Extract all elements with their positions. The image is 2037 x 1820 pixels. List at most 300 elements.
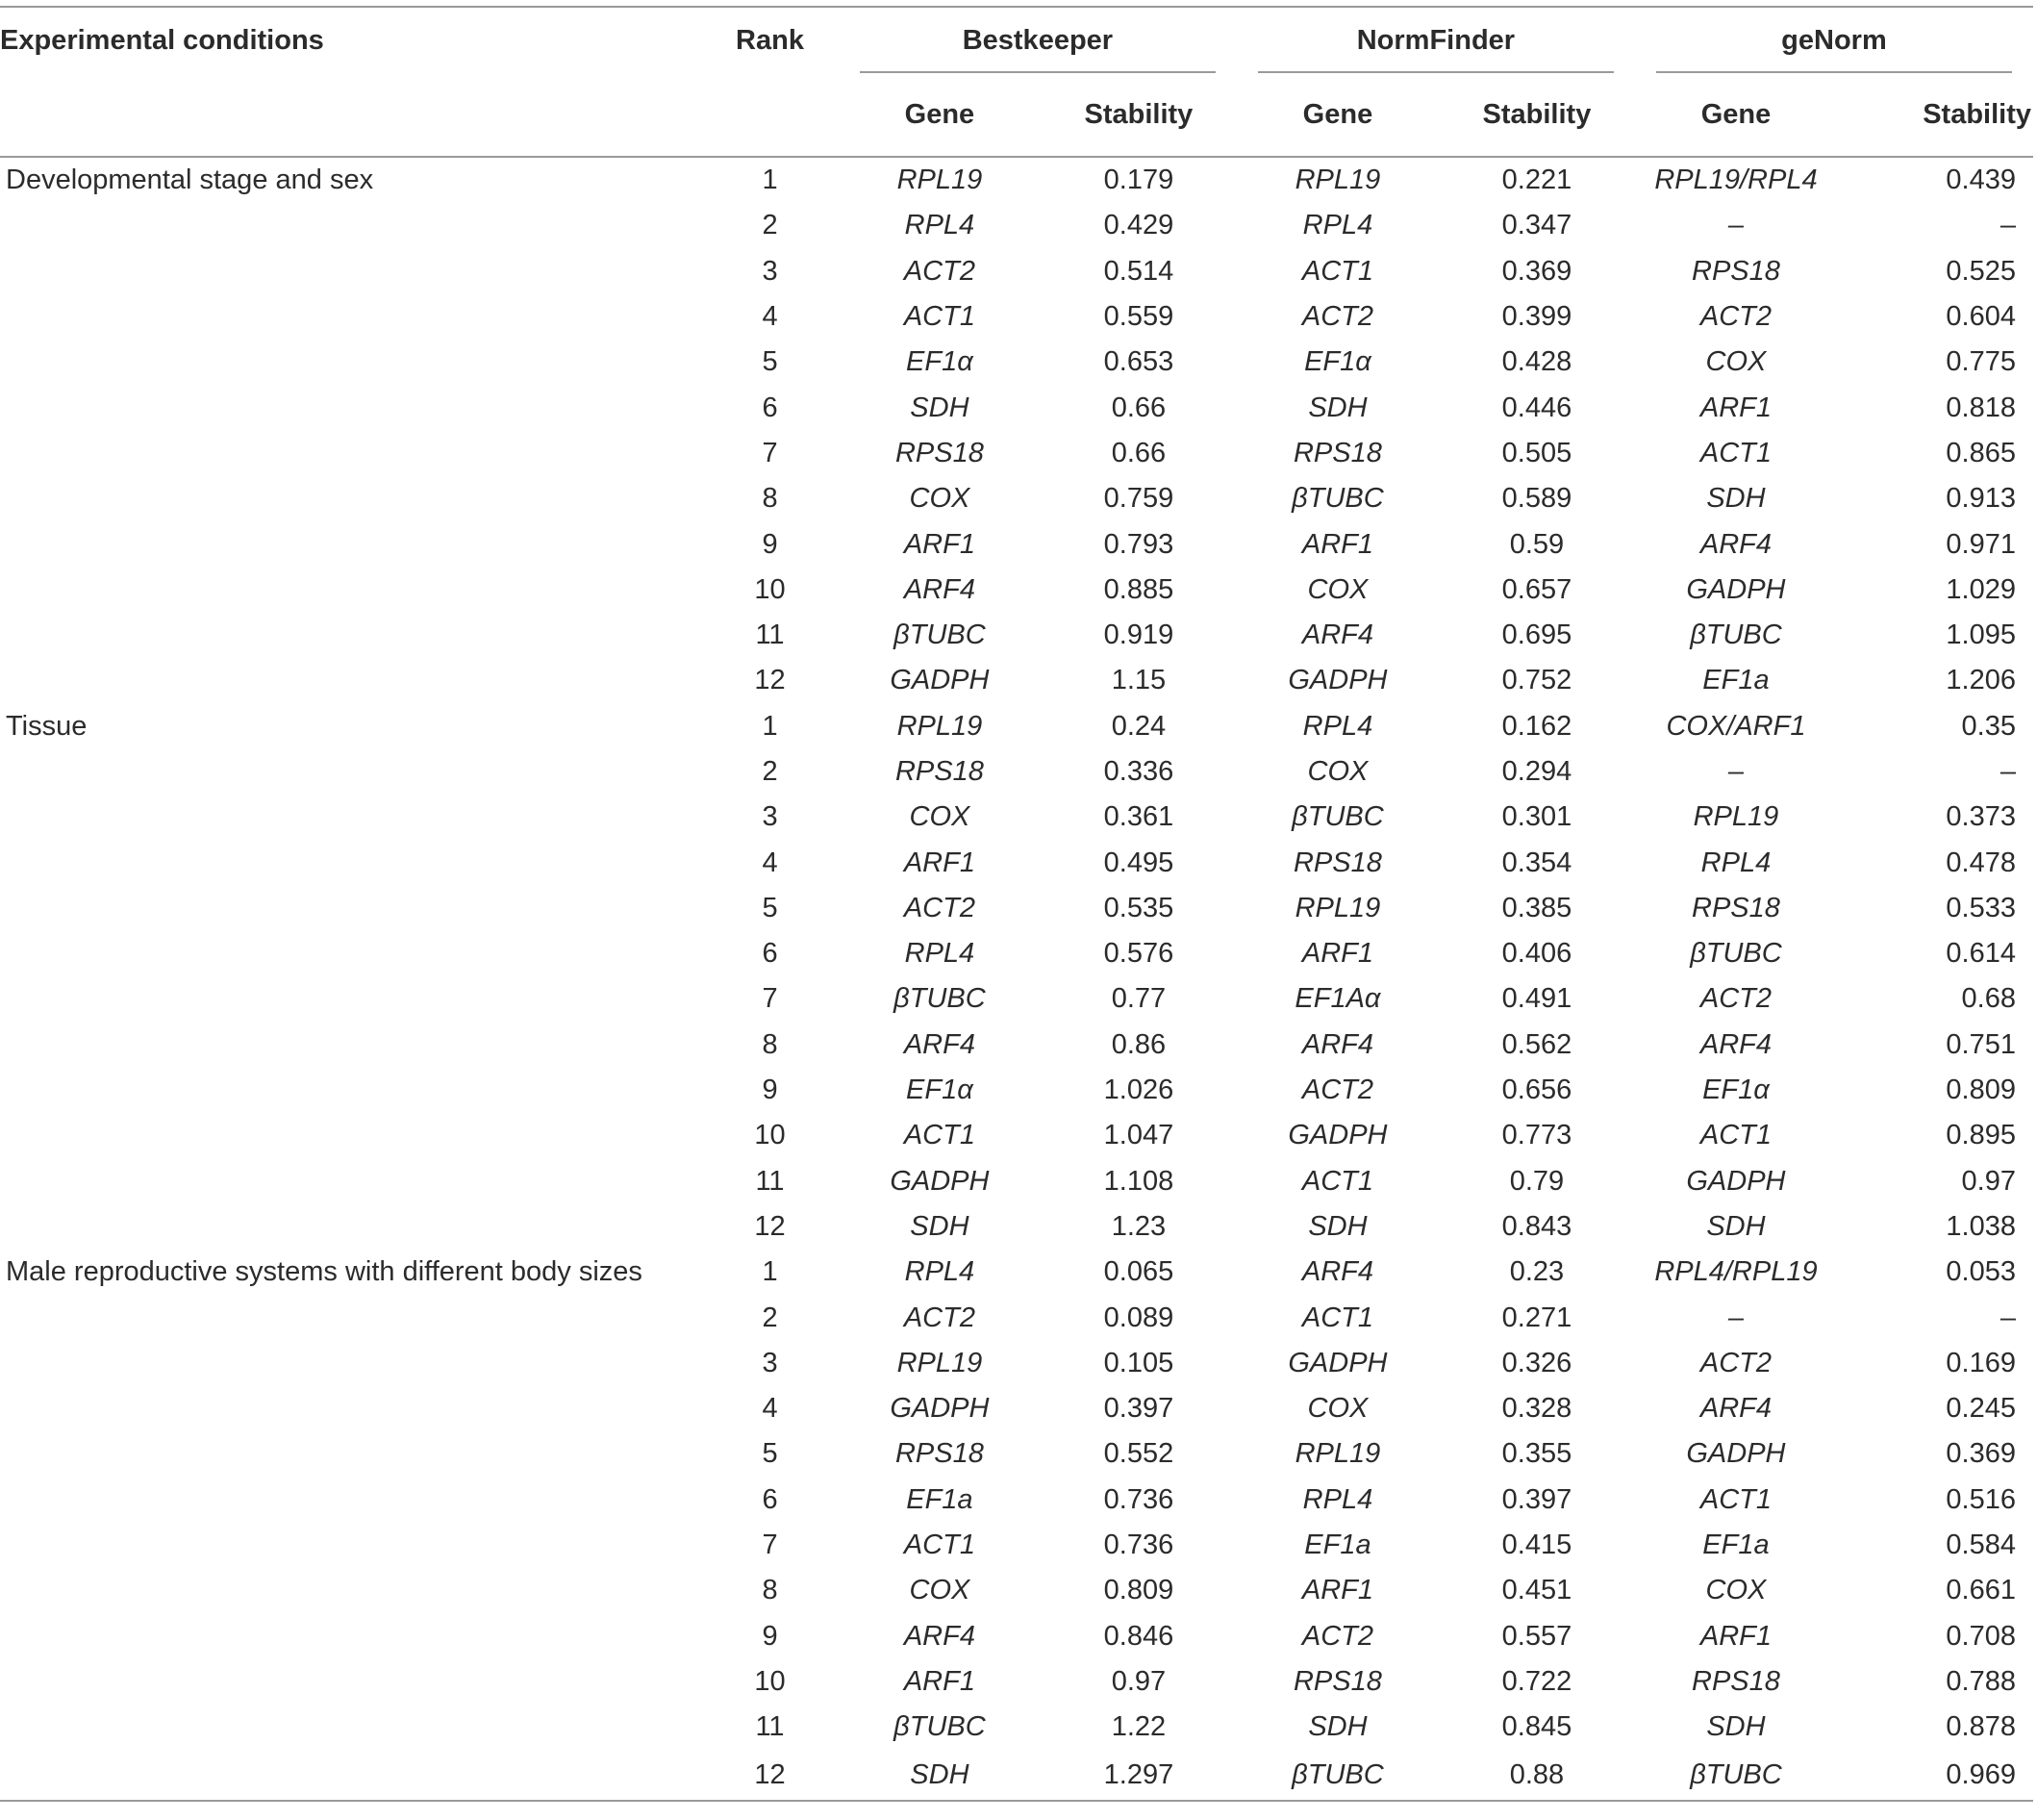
normfinder-stability-cell: 0.271 — [1501, 1302, 1572, 1333]
bestkeeper-stability-cell: 1.23 — [1111, 1210, 1167, 1242]
normfinder-stability-cell: 0.406 — [1501, 938, 1572, 970]
rank-cell: 10 — [754, 1120, 786, 1151]
bestkeeper-stability-header: Stability — [1041, 73, 1237, 157]
genorm-gene-header: Gene — [1635, 73, 1837, 157]
condition-empty-cell — [0, 568, 701, 613]
normfinder-gene-cell: βTUBC — [1292, 483, 1384, 515]
normfinder-gene-cell: EF1Aα — [1295, 983, 1381, 1015]
bestkeeper-underline — [860, 71, 1216, 73]
bestkeeper-gene-cell: RPS18 — [894, 437, 984, 468]
normfinder-stability-cell: 0.722 — [1501, 1665, 1572, 1697]
genorm-stability-cell: 0.604 — [1946, 301, 2016, 333]
condition-label: Developmental stage and sex — [6, 164, 374, 196]
condition-empty-cell — [0, 340, 701, 385]
bestkeeper-gene-cell: COX — [909, 1575, 970, 1606]
condition-empty-cell — [0, 976, 701, 1022]
condition-empty-cell — [0, 749, 701, 795]
rank-cell: 8 — [762, 1575, 778, 1606]
bestkeeper-gene-cell: ACT2 — [903, 892, 975, 923]
normfinder-gene-cell: ACT2 — [1301, 301, 1373, 333]
table-row — [0, 385, 2033, 430]
normfinder-stability-cell: 0.657 — [1501, 573, 1572, 605]
normfinder-gene-cell: SDH — [1308, 1210, 1368, 1242]
bestkeeper-gene-cell: ACT1 — [903, 1529, 975, 1561]
normfinder-gene-cell: RPS18 — [1293, 1665, 1382, 1697]
normfinder-stability-cell: 0.369 — [1501, 255, 1572, 287]
bestkeeper-gene-cell: EF1a — [906, 1483, 973, 1515]
normfinder-gene-cell: RPL4 — [1302, 1483, 1373, 1515]
condition-label: Male reproductive systems with different body sizes — [6, 1256, 642, 1288]
bestkeeper-gene-cell: EF1α — [906, 1074, 973, 1106]
normfinder-gene-cell: ACT1 — [1301, 255, 1373, 287]
bestkeeper-gene-cell: COX — [909, 483, 970, 515]
genorm-gene-cell: GADPH — [1686, 1438, 1786, 1470]
genorm-stability-header: Stability — [1837, 73, 2033, 157]
rank-cell: 8 — [762, 1028, 778, 1060]
table-row — [0, 521, 2033, 567]
genorm-stability-cell: 1.038 — [1946, 1210, 2016, 1242]
bestkeeper-gene-cell: RPS18 — [894, 1438, 984, 1470]
normfinder-stability-cell: 0.88 — [1439, 1750, 1635, 1801]
bestkeeper-stability-cell: 0.66 — [1111, 437, 1167, 468]
rank-cell: 3 — [762, 1347, 778, 1378]
normfinder-stability-cell: 0.446 — [1501, 392, 1572, 423]
normfinder-stability-cell: 0.347 — [1501, 210, 1572, 241]
genorm-underline — [1656, 71, 2012, 73]
bestkeeper-gene-cell: ARF1 — [903, 528, 975, 560]
normfinder-gene-cell: ARF4 — [1301, 619, 1373, 651]
genorm-stability-cell: – — [1999, 756, 2016, 787]
table-row — [0, 613, 2033, 658]
normfinder-gene-cell: RPS18 — [1293, 847, 1382, 878]
bestkeeper-stability-cell: 1.15 — [1111, 665, 1167, 696]
condition-empty-cell — [0, 1113, 701, 1158]
genorm-gene-cell: – — [1727, 756, 1745, 787]
table-row — [0, 795, 2033, 840]
normfinder-gene-cell: RPL4 — [1302, 210, 1373, 241]
table-row — [0, 840, 2033, 885]
genorm-gene-cell: ACT1 — [1699, 1120, 1773, 1151]
table-row — [0, 749, 2033, 795]
genorm-gene-cell: ACT1 — [1699, 437, 1773, 468]
table-row — [0, 1568, 2033, 1613]
bestkeeper-stability-cell: 0.552 — [1103, 1438, 1174, 1470]
rank-cell: 9 — [762, 1620, 778, 1652]
bestkeeper-gene-cell: βTUBC — [893, 1711, 986, 1743]
bestkeeper-gene-cell: RPS18 — [894, 756, 984, 787]
bestkeeper-stability-cell: 0.97 — [1111, 1665, 1167, 1697]
genorm-stability-cell: 0.533 — [1946, 892, 2016, 923]
genorm-gene-cell: COX — [1705, 346, 1767, 378]
genorm-gene-cell: ARF1 — [1699, 1620, 1773, 1652]
normfinder-gene-cell: βTUBC — [1237, 1750, 1439, 1801]
rank-cell: 11 — [755, 1711, 785, 1743]
normfinder-header — [1237, 7, 1635, 73]
normfinder-gene-cell: RPL19 — [1295, 164, 1381, 196]
condition-empty-cell — [0, 476, 701, 521]
normfinder-gene-cell: ARF1 — [1301, 1575, 1373, 1606]
normfinder-stability-cell: 0.656 — [1501, 1074, 1572, 1106]
genorm-stability-cell: 0.478 — [1946, 847, 2016, 878]
genorm-stability-cell: 0.97 — [1961, 1165, 2016, 1197]
genorm-stability-cell: 0.865 — [1946, 437, 2016, 468]
table-row — [0, 1023, 2033, 1068]
bestkeeper-stability-cell: 0.77 — [1111, 983, 1167, 1015]
bestkeeper-gene-cell: EF1α — [906, 346, 973, 378]
bestkeeper-gene-cell: ARF4 — [903, 1028, 975, 1060]
table-row — [0, 203, 2033, 248]
bestkeeper-gene-cell: βTUBC — [893, 619, 986, 651]
condition-empty-cell — [0, 1523, 701, 1568]
bestkeeper-gene-cell: RPL4 — [904, 1256, 975, 1288]
rank-cell: 8 — [762, 483, 778, 515]
table-row — [0, 1750, 2033, 1801]
genorm-stability-cell: 0.895 — [1946, 1120, 2016, 1151]
genorm-gene-cell: EF1a — [1702, 665, 1770, 696]
table-row — [0, 431, 2033, 476]
normfinder-stability-cell: 0.354 — [1501, 847, 1572, 878]
normfinder-gene-cell: COX — [1307, 573, 1369, 605]
genorm-stability-cell: 0.614 — [1946, 938, 2016, 970]
genorm-gene-cell: EF1α — [1702, 1074, 1770, 1106]
rank-cell: 7 — [762, 437, 778, 468]
rank-cell: 7 — [762, 983, 778, 1015]
table-body — [0, 157, 2033, 1801]
condition-empty-cell — [0, 1431, 701, 1477]
rank-cell: 6 — [762, 392, 778, 423]
genorm-stability-cell: 0.584 — [1946, 1529, 2016, 1561]
bestkeeper-gene-cell: GADPH — [890, 1393, 990, 1425]
table-row — [0, 1478, 2033, 1523]
bestkeeper-stability-cell: 0.361 — [1103, 801, 1174, 833]
genorm-gene-cell: SDH — [1706, 1711, 1766, 1743]
rank-cell: 10 — [754, 1665, 786, 1697]
rank-cell: 5 — [762, 1438, 778, 1470]
table-row — [0, 249, 2033, 294]
genorm-stability-cell: 1.206 — [1946, 665, 2016, 696]
table-row — [0, 1386, 2033, 1431]
condition-empty-cell — [0, 1386, 701, 1431]
normfinder-gene-cell: RPS18 — [1293, 437, 1382, 468]
rank-cell: 2 — [762, 756, 778, 787]
rank-cell: 9 — [762, 528, 778, 560]
genorm-gene-cell: – — [1727, 210, 1745, 241]
normfinder-gene-cell: ARF4 — [1301, 1028, 1373, 1060]
normfinder-stability-cell: 0.301 — [1501, 801, 1572, 833]
genorm-gene-cell: ACT2 — [1699, 983, 1773, 1015]
genorm-stability-cell: 0.661 — [1946, 1575, 2016, 1606]
table-row — [0, 157, 2033, 203]
rank-cell: 5 — [762, 892, 778, 923]
table-row — [0, 294, 2033, 340]
bestkeeper-stability-cell: 0.514 — [1103, 255, 1174, 287]
normfinder-stability-cell: 0.505 — [1501, 437, 1572, 468]
rank-cell: 3 — [762, 801, 778, 833]
bestkeeper-stability-cell: 0.809 — [1103, 1575, 1174, 1606]
condition-empty-cell — [0, 294, 701, 340]
bestkeeper-stability-cell: 0.535 — [1103, 892, 1174, 923]
condition-empty-cell — [0, 1159, 701, 1204]
bestkeeper-gene-cell: βTUBC — [893, 983, 986, 1015]
table-row — [0, 1159, 2033, 1204]
bestkeeper-stability-cell: 0.397 — [1103, 1393, 1174, 1425]
condition-empty-cell — [0, 385, 701, 430]
bestkeeper-stability-cell: 0.065 — [1103, 1256, 1174, 1288]
bestkeeper-gene-cell: ACT1 — [903, 301, 975, 333]
bestkeeper-gene-cell: ARF4 — [903, 573, 975, 605]
normfinder-stability-cell: 0.23 — [1509, 1256, 1565, 1288]
table-row — [0, 1204, 2033, 1250]
genorm-stability-cell: 0.913 — [1946, 483, 2016, 515]
table-row — [0, 1341, 2033, 1386]
normfinder-gene-cell: ACT1 — [1301, 1165, 1373, 1197]
bestkeeper-stability-cell: 0.336 — [1103, 756, 1174, 787]
bestkeeper-stability-cell: 1.108 — [1103, 1165, 1174, 1197]
table-row — [0, 476, 2033, 521]
bestkeeper-stability-cell: 0.66 — [1111, 392, 1167, 423]
bestkeeper-stability-cell: 0.495 — [1103, 847, 1174, 878]
bestkeeper-stability-cell: 0.653 — [1103, 346, 1174, 378]
genorm-stability-cell: 0.751 — [1946, 1028, 2016, 1060]
normfinder-stability-cell: 0.355 — [1501, 1438, 1572, 1470]
conditions-header: Experimental conditions — [0, 7, 701, 157]
genorm-stability-cell: 0.439 — [1946, 164, 2016, 196]
bestkeeper-gene-cell: ARF1 — [903, 847, 975, 878]
bestkeeper-gene-cell: RPL19 — [896, 710, 983, 742]
bestkeeper-gene-cell: ACT1 — [903, 1120, 975, 1151]
genorm-stability-cell: 0.878 — [1946, 1711, 2016, 1743]
bestkeeper-stability-cell: 0.736 — [1103, 1529, 1174, 1561]
table-row — [0, 1250, 2033, 1295]
normfinder-stability-cell: 0.562 — [1501, 1028, 1572, 1060]
normfinder-gene-cell: GADPH — [1288, 1120, 1388, 1151]
genorm-stability-cell: 0.369 — [1946, 1438, 2016, 1470]
normfinder-stability-cell: 0.752 — [1501, 665, 1572, 696]
genorm-gene-cell: RPS18 — [1692, 1665, 1780, 1697]
bestkeeper-gene-cell: ARF1 — [903, 1665, 975, 1697]
table-row — [0, 1113, 2033, 1158]
table-row — [0, 886, 2033, 931]
genorm-gene-cell: COX/ARF1 — [1666, 710, 1806, 742]
genorm-gene-cell: βTUBC — [1690, 619, 1782, 651]
genorm-gene-cell: SDH — [1706, 483, 1766, 515]
bestkeeper-stability-cell: 1.026 — [1103, 1074, 1174, 1106]
genorm-stability-cell: – — [1999, 210, 2016, 241]
rank-cell: 4 — [762, 301, 778, 333]
genorm-gene-cell: ARF4 — [1699, 1028, 1773, 1060]
table-row — [0, 704, 2033, 749]
table-row — [0, 931, 2033, 976]
genorm-gene-cell: ACT2 — [1699, 301, 1773, 333]
bestkeeper-gene-cell: GADPH — [890, 1165, 990, 1197]
table-row — [0, 340, 2033, 385]
rank-cell: 11 — [755, 1165, 785, 1197]
genorm-gene-cell: GADPH — [1686, 573, 1786, 605]
condition-empty-cell — [0, 1568, 701, 1613]
rank-header: Rank — [701, 7, 839, 157]
normfinder-stability-cell: 0.773 — [1501, 1120, 1572, 1151]
genorm-stability-cell: 0.818 — [1946, 392, 2016, 423]
rank-cell: 5 — [762, 346, 778, 378]
normfinder-underline — [1258, 71, 1614, 73]
genorm-gene-cell: – — [1727, 1302, 1745, 1333]
rank-cell: 9 — [762, 1074, 778, 1106]
condition-empty-cell — [0, 431, 701, 476]
condition-empty-cell — [0, 613, 701, 658]
genorm-stability-cell: – — [1999, 1302, 2016, 1333]
bestkeeper-stability-cell: 1.22 — [1111, 1711, 1167, 1743]
genorm-stability-cell: 0.373 — [1946, 801, 2016, 833]
genorm-stability-cell: 0.775 — [1946, 346, 2016, 378]
genorm-stability-cell: 1.095 — [1946, 619, 2016, 651]
table-row — [0, 1523, 2033, 1568]
normfinder-stability-cell: 0.589 — [1501, 483, 1572, 515]
normfinder-stability-cell: 0.294 — [1501, 756, 1572, 787]
rank-cell: 3 — [762, 255, 778, 287]
condition-empty-cell — [0, 931, 701, 976]
condition-empty-cell — [0, 1204, 701, 1250]
rank-cell: 1 — [762, 710, 778, 742]
bestkeeper-gene-cell: RPL4 — [904, 938, 975, 970]
genorm-gene-cell: RPL4/RPL19 — [1654, 1256, 1818, 1288]
rank-cell: 2 — [762, 1302, 778, 1333]
condition-empty-cell — [0, 1023, 701, 1068]
genorm-stability-cell: 0.969 — [1837, 1750, 2033, 1801]
genorm-stability-cell: 0.809 — [1946, 1074, 2016, 1106]
bestkeeper-stability-cell: 1.297 — [1041, 1750, 1237, 1801]
condition-empty-cell — [0, 1478, 701, 1523]
genorm-gene-cell: ARF4 — [1699, 1393, 1773, 1425]
normfinder-stability-cell: 0.843 — [1501, 1210, 1572, 1242]
normfinder-stability-cell: 0.491 — [1501, 983, 1572, 1015]
normfinder-gene-cell: RPL4 — [1302, 710, 1373, 742]
normfinder-gene-cell: SDH — [1308, 392, 1368, 423]
condition-empty-cell — [0, 1341, 701, 1386]
genorm-gene-cell: RPS18 — [1692, 255, 1780, 287]
bestkeeper-header — [839, 7, 1237, 73]
condition-empty-cell — [0, 521, 701, 567]
genorm-gene-cell: GADPH — [1686, 1165, 1786, 1197]
normfinder-stability-cell: 0.326 — [1501, 1347, 1572, 1378]
genorm-title: geNorm — [1781, 24, 1887, 56]
normfinder-gene-cell: ARF1 — [1301, 938, 1373, 970]
genorm-stability-cell: 0.35 — [1961, 710, 2016, 742]
bestkeeper-stability-cell: 0.793 — [1103, 528, 1174, 560]
genorm-stability-cell: 1.029 — [1946, 573, 2016, 605]
genorm-stability-cell: 0.708 — [1946, 1620, 2016, 1652]
table-row — [0, 1614, 2033, 1659]
rank-cell: 6 — [762, 938, 778, 970]
genorm-gene-cell: EF1a — [1702, 1529, 1770, 1561]
bestkeeper-gene-cell: RPL19 — [896, 164, 983, 196]
normfinder-gene-cell: ARF4 — [1301, 1256, 1373, 1288]
bestkeeper-gene-cell: SDH — [839, 1750, 1041, 1801]
bestkeeper-title: Bestkeeper — [962, 24, 1114, 56]
condition-empty-cell — [0, 1659, 701, 1705]
genorm-stability-cell: 0.516 — [1946, 1483, 2016, 1515]
bestkeeper-gene-cell: SDH — [910, 1210, 969, 1242]
rank-cell: 1 — [762, 164, 778, 196]
normfinder-stability-cell: 0.415 — [1501, 1529, 1572, 1561]
bestkeeper-stability-cell: 0.919 — [1103, 619, 1174, 651]
bestkeeper-stability-cell: 0.24 — [1111, 710, 1167, 742]
bestkeeper-stability-cell: 0.759 — [1103, 483, 1174, 515]
normfinder-gene-cell: RPL19 — [1295, 892, 1381, 923]
bestkeeper-gene-cell: GADPH — [890, 665, 990, 696]
table-row — [0, 1705, 2033, 1750]
condition-empty-cell — [0, 1750, 701, 1801]
normfinder-gene-cell: ACT2 — [1301, 1074, 1373, 1106]
bestkeeper-gene-cell: SDH — [910, 392, 969, 423]
bestkeeper-stability-cell: 0.179 — [1103, 164, 1174, 196]
bestkeeper-stability-cell: 0.429 — [1103, 210, 1174, 241]
genorm-gene-cell: ARF1 — [1699, 392, 1773, 423]
condition-empty-cell — [0, 1068, 701, 1113]
genorm-gene-cell: RPS18 — [1692, 892, 1780, 923]
rank-cell: 1 — [762, 1256, 778, 1288]
bestkeeper-stability-cell: 0.885 — [1103, 573, 1174, 605]
bestkeeper-stability-cell: 0.559 — [1103, 301, 1174, 333]
bestkeeper-stability-cell: 0.089 — [1103, 1302, 1174, 1333]
bestkeeper-gene-cell: RPL19 — [896, 1347, 983, 1378]
normfinder-gene-cell: βTUBC — [1292, 801, 1384, 833]
rank-cell: 12 — [754, 1210, 786, 1242]
normfinder-gene-cell: GADPH — [1288, 665, 1388, 696]
normfinder-gene-header: Gene — [1237, 73, 1439, 157]
bestkeeper-stability-cell: 0.86 — [1111, 1028, 1167, 1060]
condition-empty-cell — [0, 886, 701, 931]
bestkeeper-gene-cell: RPL4 — [904, 210, 975, 241]
normfinder-stability-cell: 0.845 — [1501, 1711, 1572, 1743]
table-row — [0, 976, 2033, 1022]
rank-cell: 10 — [754, 573, 786, 605]
genorm-stability-cell: 0.525 — [1946, 255, 2016, 287]
genorm-gene-cell: RPL19 — [1693, 801, 1779, 833]
normfinder-gene-cell: EF1a — [1304, 1529, 1371, 1561]
genorm-stability-cell: 0.788 — [1946, 1665, 2016, 1697]
rank-cell: 7 — [762, 1529, 778, 1561]
genorm-gene-cell: ACT2 — [1699, 1347, 1773, 1378]
condition-empty-cell — [0, 658, 701, 703]
normfinder-stability-cell: 0.428 — [1501, 346, 1572, 378]
bestkeeper-stability-cell: 0.576 — [1103, 938, 1174, 970]
table-row — [0, 568, 2033, 613]
genorm-gene-cell: RPL4 — [1700, 847, 1772, 878]
genorm-gene-cell: ACT1 — [1699, 1483, 1773, 1515]
condition-empty-cell — [0, 1614, 701, 1659]
table-row — [0, 1659, 2033, 1705]
table-row — [0, 1431, 2033, 1477]
genorm-stability-cell: 0.053 — [1946, 1256, 2016, 1288]
genorm-stability-cell: 0.245 — [1946, 1393, 2016, 1425]
normfinder-stability-cell: 0.79 — [1509, 1165, 1565, 1197]
genorm-stability-cell: 0.68 — [1961, 983, 2016, 1015]
normfinder-gene-cell: GADPH — [1288, 1347, 1388, 1378]
genorm-stability-cell: 0.971 — [1946, 528, 2016, 560]
genorm-gene-cell: ARF4 — [1699, 528, 1773, 560]
condition-empty-cell — [0, 840, 701, 885]
table-header — [0, 7, 2033, 157]
normfinder-stability-cell: 0.397 — [1501, 1483, 1572, 1515]
normfinder-stability-cell: 0.328 — [1501, 1393, 1572, 1425]
normfinder-stability-cell: 0.162 — [1501, 710, 1572, 742]
bestkeeper-gene-cell: ARF4 — [903, 1620, 975, 1652]
normfinder-stability-header: Stability — [1439, 73, 1635, 157]
bestkeeper-gene-cell: ACT2 — [903, 1302, 975, 1333]
genorm-gene-cell: SDH — [1706, 1210, 1766, 1242]
normfinder-stability-cell: 0.59 — [1509, 528, 1565, 560]
normfinder-stability-cell: 0.399 — [1501, 301, 1572, 333]
